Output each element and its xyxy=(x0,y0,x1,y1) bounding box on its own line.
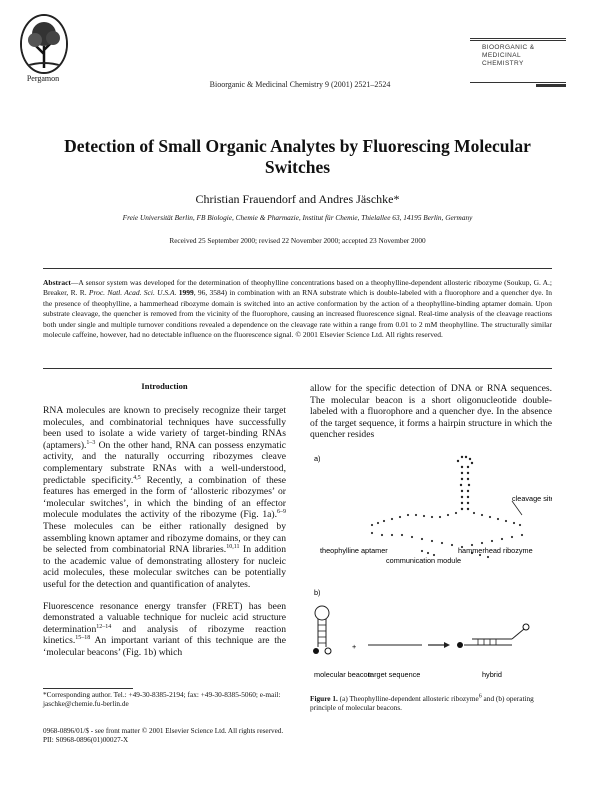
received-dates: Received 25 September 2000; revised 22 November 2000; accepted 23 November 2000 xyxy=(169,236,426,245)
journal-logo xyxy=(470,38,566,92)
right-column xyxy=(310,383,552,451)
label-hybrid: hybrid xyxy=(482,670,502,679)
citation-ref: 12–14 xyxy=(96,623,112,630)
publisher-logo xyxy=(18,14,68,86)
label-theophylline-aptamer: theophylline aptamer xyxy=(320,546,388,555)
corresponding-author-footnote: *Corresponding author. Tel.: +49-30-8385-2194; fax: +49-30-8385-5060; e-mail: jaschke@chemie.fu-berlin.de xyxy=(43,690,281,709)
pii-line: PII: S0968-0896(01)00027-X xyxy=(43,735,129,744)
copyright-line: 0968-0896/01/$ - see front matter © 2001 Elsevier Science Ltd. All rights reserved. xyxy=(43,727,284,735)
label-target-sequence: target sequence xyxy=(368,670,421,679)
left-column xyxy=(43,405,286,668)
citation-ref: 1–3 xyxy=(86,439,96,446)
abstract-year: 1999 xyxy=(178,288,194,298)
panel-a-label: a) xyxy=(314,454,321,463)
footnote-rule xyxy=(43,688,133,689)
abstract-journal: Proc. Natl. Acad. Sci. U.S.A. xyxy=(88,288,177,298)
divider xyxy=(43,268,552,269)
paragraph: allow for the specific detection of DNA or RNA sequences. The molecular beacon is a short oligonucleotide double-labeled with a fluorophore and a quencher dye. In the absence of the target sequence, it forms a hairpin structure in which the quencher resides xyxy=(310,383,552,441)
abstract-text: , 96, 3584) in combination with an RNA substrate which is double-labeled with a fluorophore and a quencher dye. In the presence of theophylline, a hammerhead ribozyme domain is switched into an active conformation by the action of a theophylline-binding aptamer domain. Upon substrate cleavage, the quencher is removed from the vicinity of the fluorophore, causing an increased fluorescence signal. Real-time analysis of the cleavage reactions both under single and multiple turnover conditions revealed a dependence on the cleavage rate within a range from 0.01 to 2 mM theophylline. The structurally similar molecule caffeine, however, had no detectable influence on the fluorescence signal. © 2001 Elsevier Science Ltd. All rights reserved. xyxy=(43,288,553,340)
figure-1 xyxy=(312,453,552,689)
copyright-block xyxy=(43,727,343,744)
caption-text: (a) Theophylline-dependent allosteric ribozyme xyxy=(337,694,479,703)
caption-text: and (b) operating principle of molecular beacons. xyxy=(310,694,534,713)
section-heading: Introduction xyxy=(141,381,188,391)
paragraph-text: RNA molecules are known to precisely recognize their target molecules, and combinatorial techniques have successfully been used to isolate a wide variety of target-binding RNAs (aptamers). xyxy=(43,405,286,451)
hybrid-duplex xyxy=(457,624,529,648)
journal-citation: Bioorganic & Medicinal Chemistry 9 (2001) 2521–2524 xyxy=(209,80,391,89)
citation-ref: 15–18 xyxy=(75,635,91,642)
journal-logo-text xyxy=(482,44,534,68)
label-hammerhead-ribozyme: hammerhead ribozyme xyxy=(458,546,533,555)
paragraph-text: Recently, a combination of these features has emerged in the form of ‘allosteric ribozymes’ or ‘molecular switches’, in which the binding of an effector molecule modulates the activity of the ribozyme (Fig. 1a). xyxy=(43,474,286,521)
label-molecular-beacon: molecular beacon xyxy=(314,670,372,679)
paragraph-text: An important variant of this technique are the ‘molecular beacons’ (Fig. 1b) which xyxy=(43,635,286,658)
publisher-name: Pergamon xyxy=(26,74,60,83)
paragraph-text: and analysis of ribozyme reaction kinetics. xyxy=(43,623,286,647)
journal-logo-line: MEDICINAL xyxy=(482,52,521,59)
abstract-text: —A sensor system was developed for the determination of theophylline concentrations based on a theophylline-dependent allosteric ribozyme (Soukup, G. A.; Breaker, R. R. xyxy=(43,278,552,298)
aptamer-stem xyxy=(457,456,473,510)
molecular-beacon-hairpin xyxy=(313,606,331,654)
caption-ref: 6 xyxy=(478,693,482,700)
journal-logo-line: CHEMISTRY xyxy=(482,60,524,67)
article-title: Detection of Small Organic Analytes by Fluorescing Molecular Switches xyxy=(64,136,531,177)
label-cleavage-site: cleavage site xyxy=(512,494,552,503)
author-affiliation: Freie Universität Berlin, FB Biologie, Chemie & Pharmazie, Institut für Chemie, Thielallee 63, 14195 Berlin, Germany xyxy=(122,213,473,222)
caption-label: Figure 1. xyxy=(310,694,338,703)
abstract-label: Abstract xyxy=(43,278,71,287)
cleavage-arrow xyxy=(512,501,522,515)
figure-caption xyxy=(310,694,552,713)
figure-diagram xyxy=(312,453,552,689)
citation-ref: 6–9 xyxy=(277,509,286,516)
divider xyxy=(43,368,552,369)
article-authors: Christian Frauendorf and Andres Jäschke* xyxy=(195,192,400,206)
reaction-arrow-head xyxy=(444,642,450,648)
paragraph-text: These molecules can be either rationally designed by assembling known aptamer and ribozyme domains, or they can be selected from combinatorial RNA libraries. xyxy=(43,520,286,556)
label-communication-text: communication module xyxy=(386,556,462,565)
paragraph xyxy=(43,601,286,659)
tree-emblem-icon xyxy=(20,14,68,74)
abstract xyxy=(43,278,552,340)
citation-ref: 4,5 xyxy=(133,474,141,481)
paragraph-text: Fluorescence resonance energy transfer (FRET) has been demonstrated a valuable technique for nucleic acid structure determination xyxy=(43,600,286,635)
label-communication-module xyxy=(386,556,461,565)
paragraph-text: In addition to the academic value of demonstrating allostery for nucleic acid molecules, these molecular switches can be potentially useful for the detection and quantification of analytes. xyxy=(43,544,286,590)
journal-logo-line: BIOORGANIC & xyxy=(482,44,535,51)
panel-b-label: b) xyxy=(314,588,321,597)
paragraph-text: On the other hand, RNA can possess enzymatic activity, and the naturally occurring ribozymes cleave complementary substrate RNAs with a well-understood, predictable specificity. xyxy=(43,439,286,486)
plus-sign: + xyxy=(352,642,357,651)
citation-ref: 10,11 xyxy=(226,543,240,550)
paragraph xyxy=(43,405,286,591)
